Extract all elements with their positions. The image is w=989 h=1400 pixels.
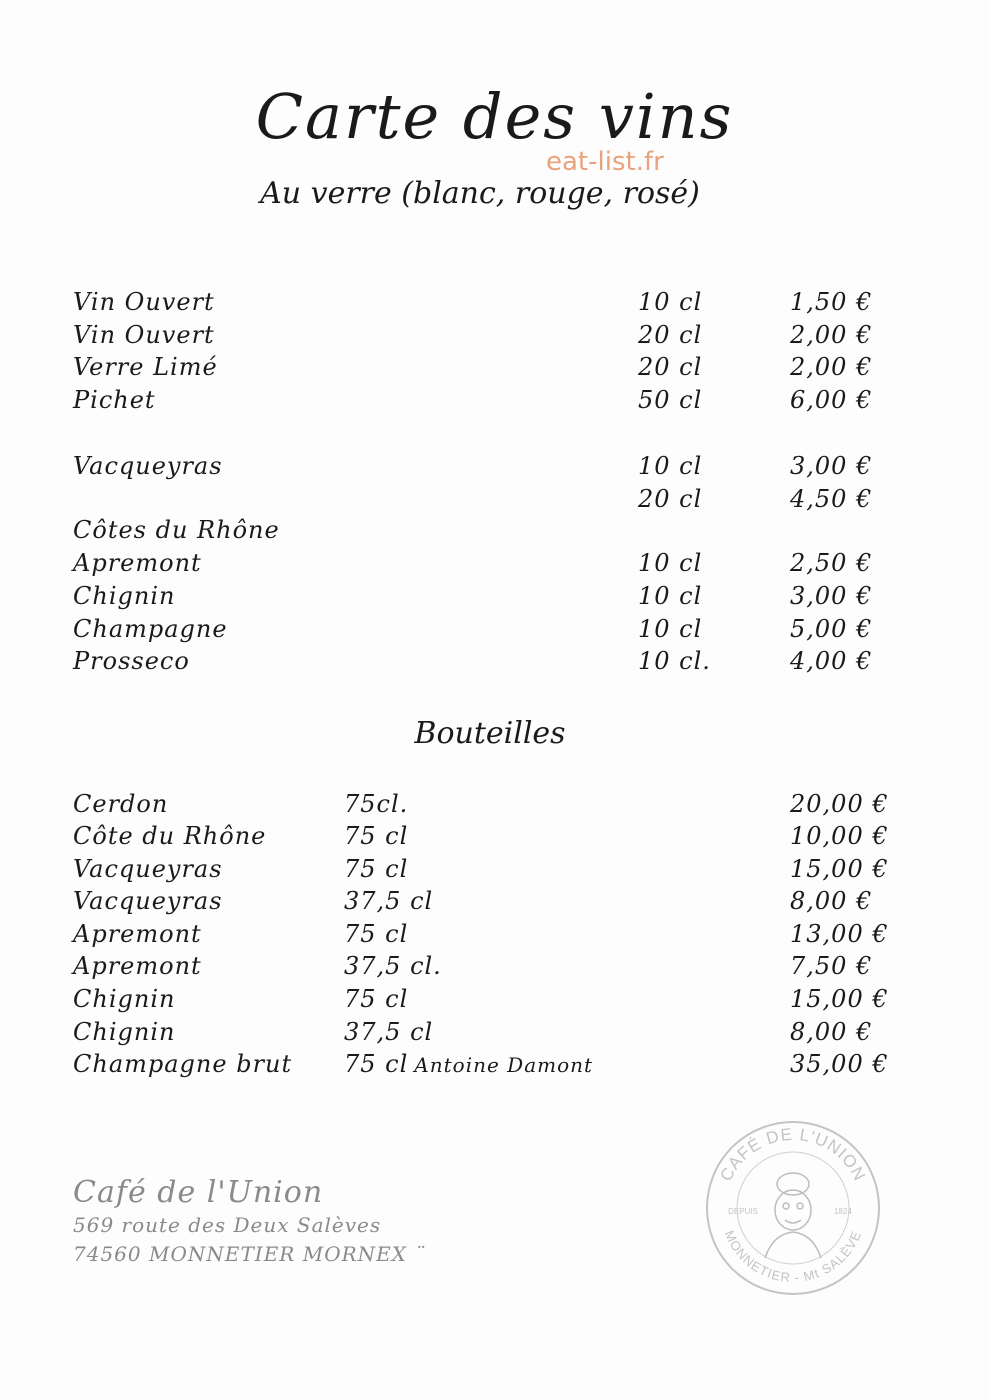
glass-item-name: Côtes du Rhône xyxy=(73,516,280,544)
glass-item-price: 4,50 € xyxy=(790,485,873,513)
glass-item-volume: 10 cl xyxy=(638,549,703,577)
bottle-item-price: 10,00 € xyxy=(790,822,889,850)
bottle-item-price: 15,00 € xyxy=(790,855,889,883)
glass-item-volume: 10 cl xyxy=(638,582,703,610)
bottle-item-volume: 75 cl xyxy=(344,1050,409,1078)
bottle-item-name: Champagne brut xyxy=(73,1050,293,1078)
bottle-item-volume: 37,5 cl xyxy=(344,1018,434,1046)
bottle-item-volume: 75 cl xyxy=(344,822,409,850)
glass-item-volume: 20 cl xyxy=(638,321,703,349)
glass-item-name: Vin Ouvert xyxy=(73,288,215,316)
bottle-item-price: 7,50 € xyxy=(790,952,873,980)
bottle-item-row xyxy=(0,887,989,919)
glass-item-volume: 20 cl xyxy=(638,353,703,381)
glass-item-price: 4,00 € xyxy=(790,647,873,675)
glass-item-price: 1,50 € xyxy=(790,288,873,316)
bottle-item-price: 13,00 € xyxy=(790,920,889,948)
bottle-item-name: Chignin xyxy=(73,1018,176,1046)
footer-city: 74560 MONNETIER MORNEX ¨ xyxy=(73,1242,426,1266)
glass-item-row xyxy=(0,516,989,548)
glass-section-subtitle: Au verre (blanc, rouge, rosé) xyxy=(260,176,700,211)
bottle-item-price: 20,00 € xyxy=(790,790,889,818)
bottle-item-volume: 75 cl xyxy=(344,985,409,1013)
bottle-item-name: Vacqueyras xyxy=(73,855,223,883)
glass-item-price: 3,00 € xyxy=(790,452,873,480)
glass-item-row xyxy=(0,549,989,581)
glass-item-volume: 10 cl. xyxy=(638,647,711,675)
glass-item-name: Vin Ouvert xyxy=(73,321,215,349)
glass-item-row xyxy=(0,647,989,679)
bottle-item-volume: 75 cl xyxy=(344,920,409,948)
glass-item-row xyxy=(0,582,989,614)
svg-text:MONNETIER - Mt SALÈVE xyxy=(722,1228,864,1285)
glass-item-row xyxy=(0,353,989,385)
bottle-item-name: Côte du Rhône xyxy=(73,822,267,850)
glass-item-price: 2,00 € xyxy=(790,353,873,381)
bottle-item-volume: 75cl. xyxy=(344,790,409,818)
stamp-right-text: 1824 xyxy=(834,1207,852,1216)
glass-item-row xyxy=(0,288,989,320)
svg-text:CAFÉ DE L'UNION xyxy=(716,1125,869,1184)
glass-item-row xyxy=(0,321,989,353)
bottle-item-producer: Antoine Damont xyxy=(414,1053,594,1077)
bottle-item-row xyxy=(0,822,989,854)
glass-item-price: 6,00 € xyxy=(790,386,873,414)
glass-item-price: 3,00 € xyxy=(790,582,873,610)
bottle-item-row xyxy=(0,1018,989,1050)
bottle-item-row xyxy=(0,790,989,822)
glass-item-name: Pichet xyxy=(73,386,156,414)
glass-item-price: 2,00 € xyxy=(790,321,873,349)
glass-item-name: Verre Limé xyxy=(73,353,218,381)
bottle-item-name: Apremont xyxy=(73,920,202,948)
bottle-item-row xyxy=(0,1050,989,1082)
glass-item-row xyxy=(0,452,989,484)
stamp-bottom-text: MONNETIER - Mt SALÈVE xyxy=(721,1228,865,1286)
bottle-item-name: Cerdon xyxy=(73,790,169,818)
bottles-heading: Bouteilles xyxy=(414,716,566,751)
bottle-item-price: 15,00 € xyxy=(790,985,889,1013)
bottle-item-name: Vacqueyras xyxy=(73,887,223,915)
bottle-item-row xyxy=(0,985,989,1017)
chef-portrait-icon xyxy=(765,1173,821,1258)
bottle-item-name: Chignin xyxy=(73,985,176,1013)
bottle-item-row xyxy=(0,952,989,984)
glass-item-row xyxy=(0,485,989,517)
glass-item-name: Chignin xyxy=(73,582,176,610)
footer-address: 569 route des Deux Salèves xyxy=(73,1213,382,1237)
bottle-item-price: 35,00 € xyxy=(790,1050,889,1078)
glass-item-name: Vacqueyras xyxy=(73,452,223,480)
glass-item-row xyxy=(0,386,989,418)
stamp-left-text: DEPUIS xyxy=(728,1207,758,1216)
bottle-item-row xyxy=(0,920,989,952)
glass-item-name: Apremont xyxy=(73,549,202,577)
page-title: Carte des vins xyxy=(255,80,734,153)
bottle-item-volume: 37,5 cl xyxy=(344,887,434,915)
glass-item-volume: 10 cl xyxy=(638,615,703,643)
bottle-item-volume: 37,5 cl. xyxy=(344,952,442,980)
glass-item-volume: 10 cl xyxy=(638,452,703,480)
cafe-stamp-logo xyxy=(703,1118,883,1298)
stamp-top-text: CAFÉ DE L'UNION xyxy=(716,1124,870,1185)
glass-item-volume: 20 cl xyxy=(638,485,703,513)
glass-item-name: Prosseco xyxy=(73,647,190,675)
bottle-item-price: 8,00 € xyxy=(790,887,873,915)
bottle-item-price: 8,00 € xyxy=(790,1018,873,1046)
glass-item-price: 5,00 € xyxy=(790,615,873,643)
glass-item-price: 2,50 € xyxy=(790,549,873,577)
bottle-item-name: Apremont xyxy=(73,952,202,980)
footer-restaurant-name: Café de l'Union xyxy=(73,1175,324,1210)
glass-item-name: Champagne xyxy=(73,615,228,643)
glass-item-volume: 10 cl xyxy=(638,288,703,316)
bottle-item-row xyxy=(0,855,989,887)
glass-item-row xyxy=(0,615,989,647)
bottle-item-volume: 75 cl xyxy=(344,855,409,883)
glass-item-volume: 50 cl xyxy=(638,386,703,414)
watermark: eat-list.fr xyxy=(546,147,664,177)
